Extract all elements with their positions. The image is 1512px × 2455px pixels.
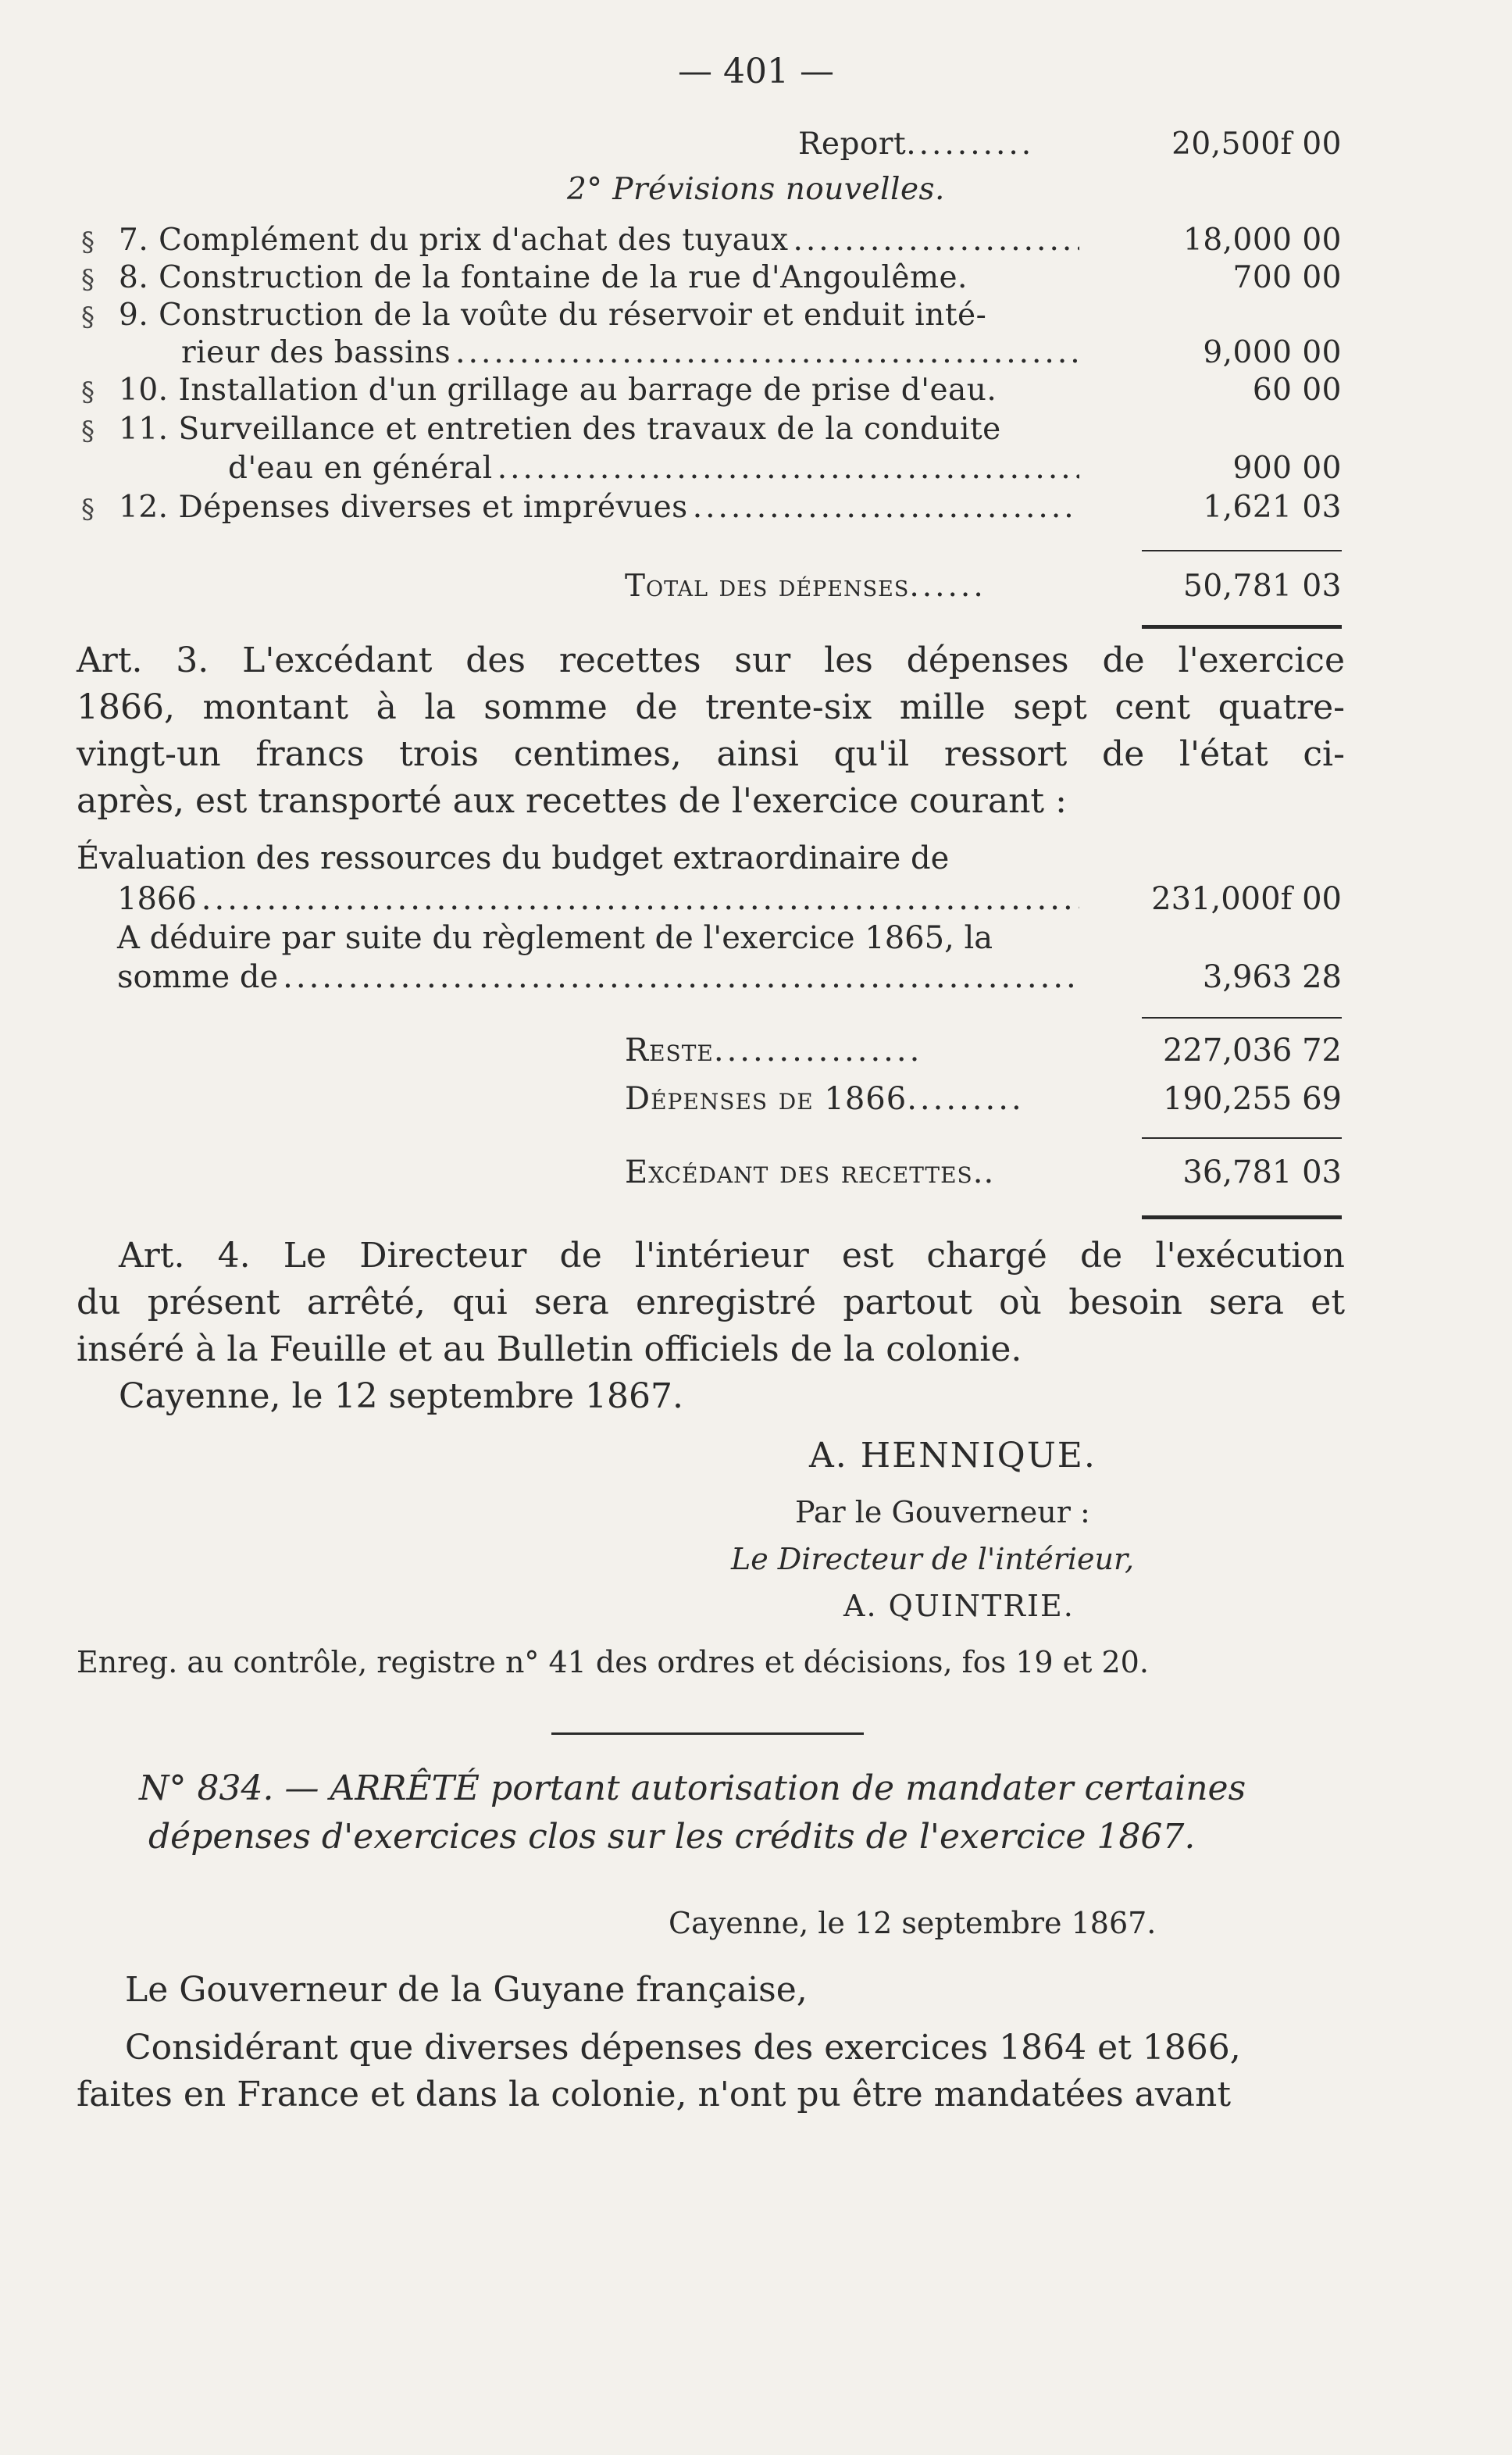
gouverneur-line: Le Gouverneur de la Guyane française, [125, 1970, 808, 2010]
eval-amount: 3,963 28 [1202, 959, 1342, 995]
excedant-amount: 36,781 03 [1182, 1154, 1342, 1190]
report-label: Report.......... [798, 127, 1035, 162]
item-amount: 60 00 [1252, 373, 1342, 408]
list-item: 10. Installation d'un grillage au barrage de prise d'eau. [119, 373, 997, 408]
item-amount: 9,000 00 [1203, 335, 1342, 370]
section-marker-icon: § [81, 376, 94, 408]
sum-rule [1142, 1017, 1342, 1019]
depenses-amount: 190,255 69 [1162, 1081, 1342, 1117]
art3-line: Art. 3. L'excédant des recettes sur les dépenses de l'exercice [77, 641, 1345, 680]
list-item: 8. Construction de la fontaine de la rue d'Angoulême. [119, 260, 968, 295]
list-item: 9. Construction de la voûte du réservoir et enduit inté- [119, 298, 987, 333]
reste-amount: 227,036 72 [1162, 1033, 1342, 1069]
reste-label: Reste................ [625, 1033, 923, 1069]
enregistrement-note: Enreg. au contrôle, registre n° 41 des ordres et décisions, fos 19 et 20. [77, 1645, 1149, 1679]
art4-line: inséré à la Feuille et au Bulletin officiels de la colonie. [77, 1329, 1022, 1369]
section-marker-icon: § [81, 264, 94, 295]
eval-line: 1866 ..... [117, 881, 1084, 917]
section-divider [551, 1732, 864, 1735]
considerant-line: Considérant que diverses dépenses des exercices 1864 et 1866, [125, 2028, 1241, 2068]
signature: A. HENNIQUE. [809, 1436, 1097, 1475]
par-le-gouverneur: Par le Gouverneur : [795, 1495, 1090, 1529]
total-rule [1142, 625, 1342, 629]
item-amount: 1,621 03 [1203, 490, 1342, 525]
sum-rule [1142, 1137, 1342, 1139]
art4-line: du présent arrêté, qui sera enregistré partout où besoin sera et [77, 1283, 1345, 1322]
art3-line: vingt-un francs trois centimes, ainsi qu'il ressort de l'état ci- [77, 734, 1345, 774]
art3-line: après, est transporté aux recettes de l'exercice courant : [77, 781, 1067, 821]
section-marker-icon: § [81, 227, 94, 258]
eval-line: somme de ..... [117, 959, 1084, 995]
sum-rule [1142, 550, 1342, 551]
depenses-label: Dépenses de 1866......... [625, 1081, 1025, 1117]
total-rule [1142, 1215, 1342, 1219]
considerant-line: faites en France et dans la colonie, n'ont pu être mandatées avant [77, 2075, 1232, 2114]
report-amount: 20,500f 00 [1171, 127, 1342, 162]
art4-line: Art. 4. Le Directeur de l'intérieur est chargé de l'exécution [119, 1236, 1345, 1276]
list-item: 12. Dépenses diverses et imprévues ..... [119, 490, 1084, 525]
section-marker-icon: § [81, 416, 94, 447]
page-number: — 401 — [678, 52, 834, 91]
date-line-2: Cayenne, le 12 septembre 1867. [669, 1906, 1157, 1940]
eval-amount: 231,000f 00 [1151, 881, 1342, 917]
total-label: Total des dépenses...... [625, 569, 986, 604]
list-item-continuation: rieur des bassins ..... [181, 335, 1084, 370]
list-item-continuation: d'eau en général ..... [228, 451, 1084, 486]
art3-line: 1866, montant à la somme de trente-six mille sept cent quatre- [77, 687, 1345, 727]
arrete-title-line2: dépenses d'exercices clos sur les crédits de l'exercice 1867. [148, 1817, 1196, 1857]
section-title: 2° Prévisions nouvelles. [567, 172, 945, 207]
total-amount: 50,781 03 [1183, 569, 1342, 604]
signature-2: A. QUINTRIE. [843, 1589, 1075, 1623]
eval-line: A déduire par suite du règlement de l'exercice 1865, la [117, 920, 993, 956]
section-marker-icon: § [81, 494, 94, 525]
directeur-title: Le Directeur de l'intérieur, [731, 1542, 1135, 1576]
list-item: 11. Surveillance et entretien des travaux de la conduite [119, 412, 1001, 447]
date-line: Cayenne, le 12 septembre 1867. [119, 1376, 683, 1416]
arrete-title: N° 834. — ARRÊTÉ portant autorisation de mandater certaines [139, 1768, 1246, 1808]
item-amount: 700 00 [1232, 260, 1342, 295]
excedant-label: Excédant des recettes.. [625, 1154, 995, 1190]
list-item: 7. Complément du prix d'achat des tuyaux ..... [119, 223, 1084, 258]
eval-line: Évaluation des ressources du budget extraordinaire de [77, 840, 950, 876]
section-marker-icon: § [81, 302, 94, 333]
item-amount: 18,000 00 [1183, 223, 1342, 258]
item-amount: 900 00 [1232, 451, 1342, 486]
